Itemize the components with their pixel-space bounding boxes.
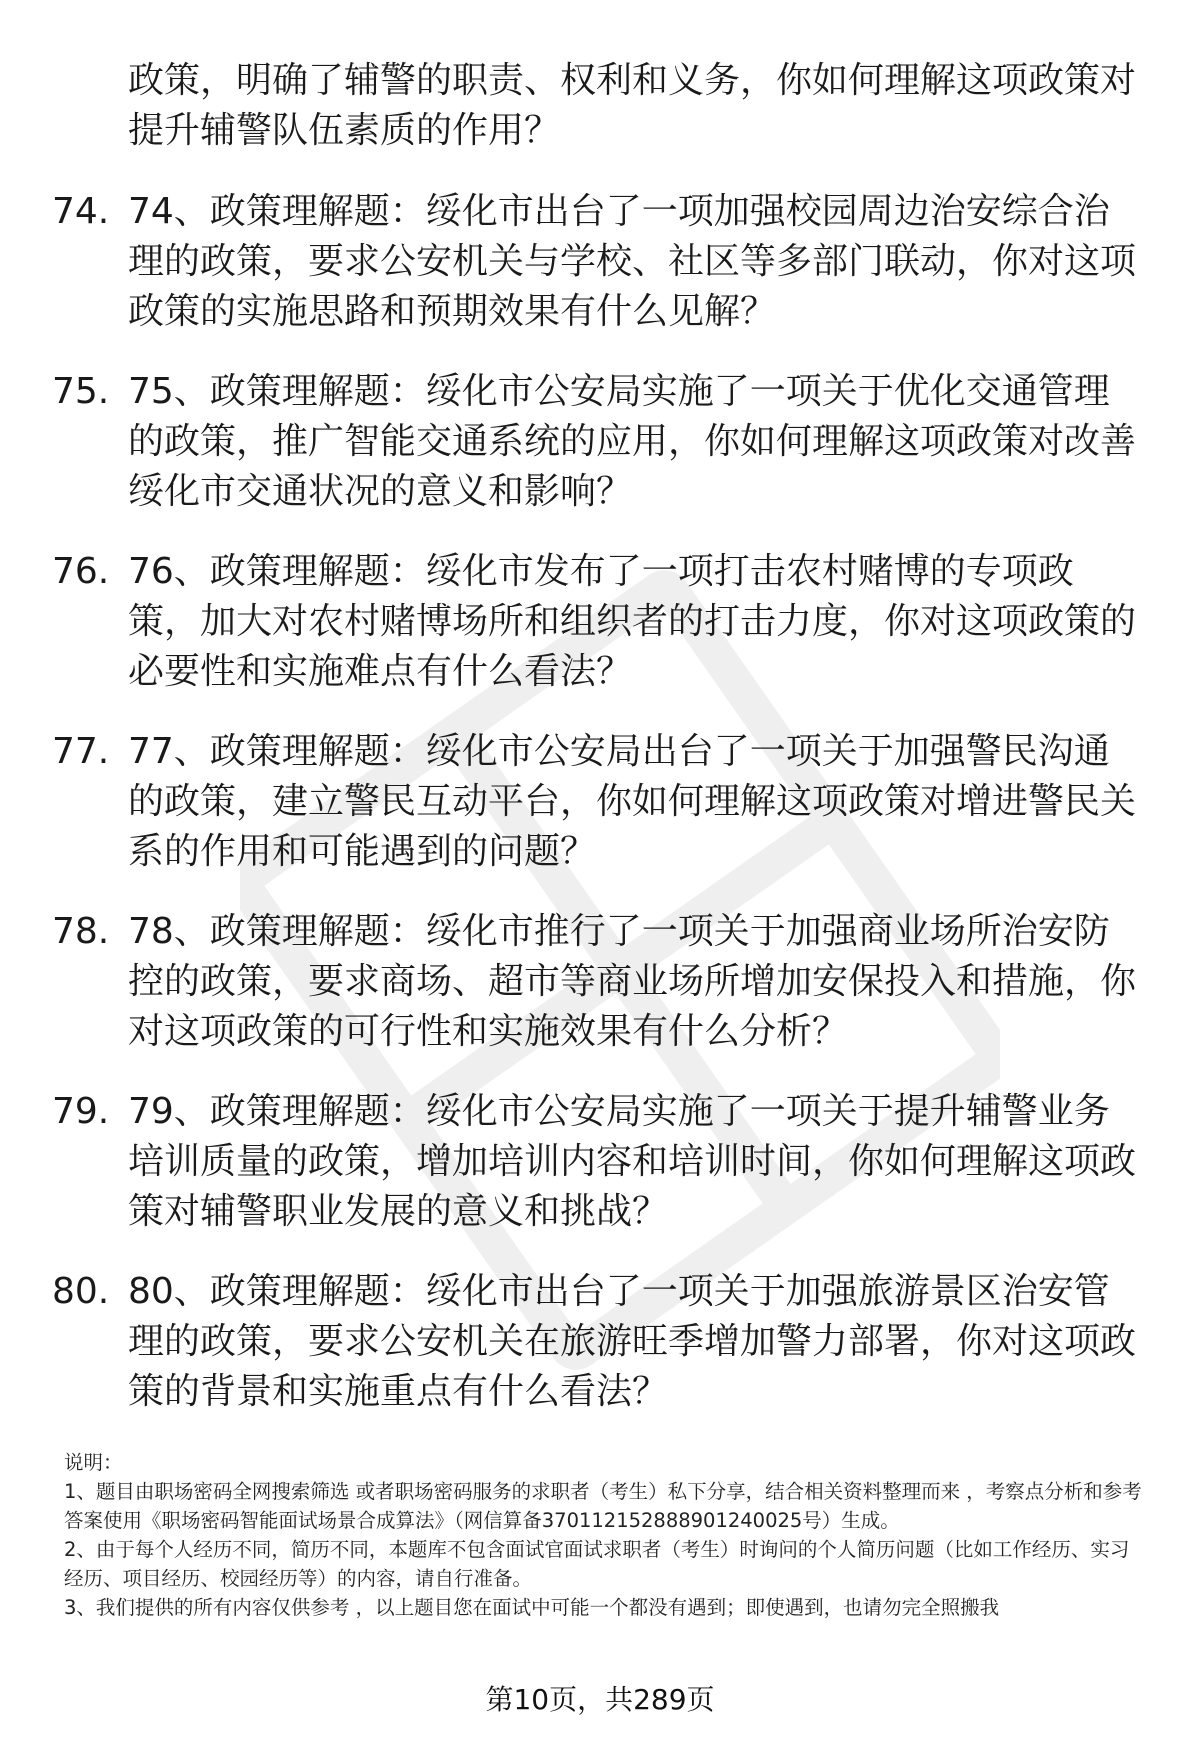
question-number: 78. [52,911,110,952]
notes-section [64,1448,1144,1622]
question-number: 76. [52,551,110,592]
question-list [0,187,1200,1447]
question-item [0,547,1200,727]
page-footer: 第10页，共289页 [485,1683,715,1716]
question-number: 74. [52,191,110,232]
question-text: 78、政策理解题：绥化市推行了一项关于加强商业场所治安防控的政策，要求商场、超市等商业场所增加安保投入和措施，你对这项政策的可行性和实施效果有什么分析？ [128,911,1137,1052]
question-item [0,367,1200,547]
question-text: 80、政策理解题：绥化市出台了一项关于加强旅游景区治安管理的政策，要求公安机关在旅游旺季增加警力部署，你对这项政策的背景和实施重点有什么看法？ [128,1271,1137,1412]
question-item [0,727,1200,907]
question-text: 76、政策理解题：绥化市发布了一项打击农村赌博的专项政策，加大对农村赌博场所和组织者的打击力度，你对这项政策的必要性和实施难点有什么看法？ [128,551,1137,692]
question-item [0,907,1200,1087]
note-item: 3、我们提供的所有内容仅供参考 ，以上题目您在面试中可能一个都没有遇到；即使遇到，也请勿完全照搬我 [64,1596,1000,1619]
note-item: 1、题目由职场密码全网搜索筛选 或者职场密码服务的求职者（考生）私下分享，结合相关资料整理而来 ，考察点分析和参考答案使用《职场密码智能面试场景合成算法》（网信算备370112152888901240025号）生成。 [64,1480,1142,1532]
question-item [0,187,1200,367]
notes-title: 说明： [64,1451,123,1474]
question-number: 80. [52,1271,110,1312]
continuation-paragraph: 政策，明确了辅警的职责、权利和义务，你如何理解这项政策对提升辅警队伍素质的作用？ [128,60,1137,151]
question-number: 77. [52,731,110,772]
question-text: 74、政策理解题：绥化市出台了一项加强校园周边治安综合治理的政策，要求公安机关与学校、社区等多部门联动，你对这项政策的实施思路和预期效果有什么见解？ [128,191,1137,332]
question-number: 75. [52,371,110,412]
note-item: 2、由于每个人经历不同，简历不同，本题库不包含面试官面试求职者（考生）时询问的个人简历问题（比如工作经历、实习经历、项目经历、校园经历等）的内容，请自行准备。 [64,1538,1130,1590]
question-number: 79. [52,1091,110,1132]
question-text: 77、政策理解题：绥化市公安局出台了一项关于加强警民沟通的政策，建立警民互动平台，你如何理解这项政策对增进警民关系的作用和可能遇到的问题？ [128,731,1137,872]
question-text: 79、政策理解题：绥化市公安局实施了一项关于提升辅警业务培训质量的政策，增加培训内容和培训时间，你如何理解这项政策对辅警职业发展的意义和挑战？ [128,1091,1137,1232]
question-item [0,1267,1200,1447]
question-item [0,1087,1200,1267]
question-text: 75、政策理解题：绥化市公安局实施了一项关于优化交通管理的政策，推广智能交通系统的应用，你如何理解这项政策对改善绥化市交通状况的意义和影响？ [128,371,1137,512]
